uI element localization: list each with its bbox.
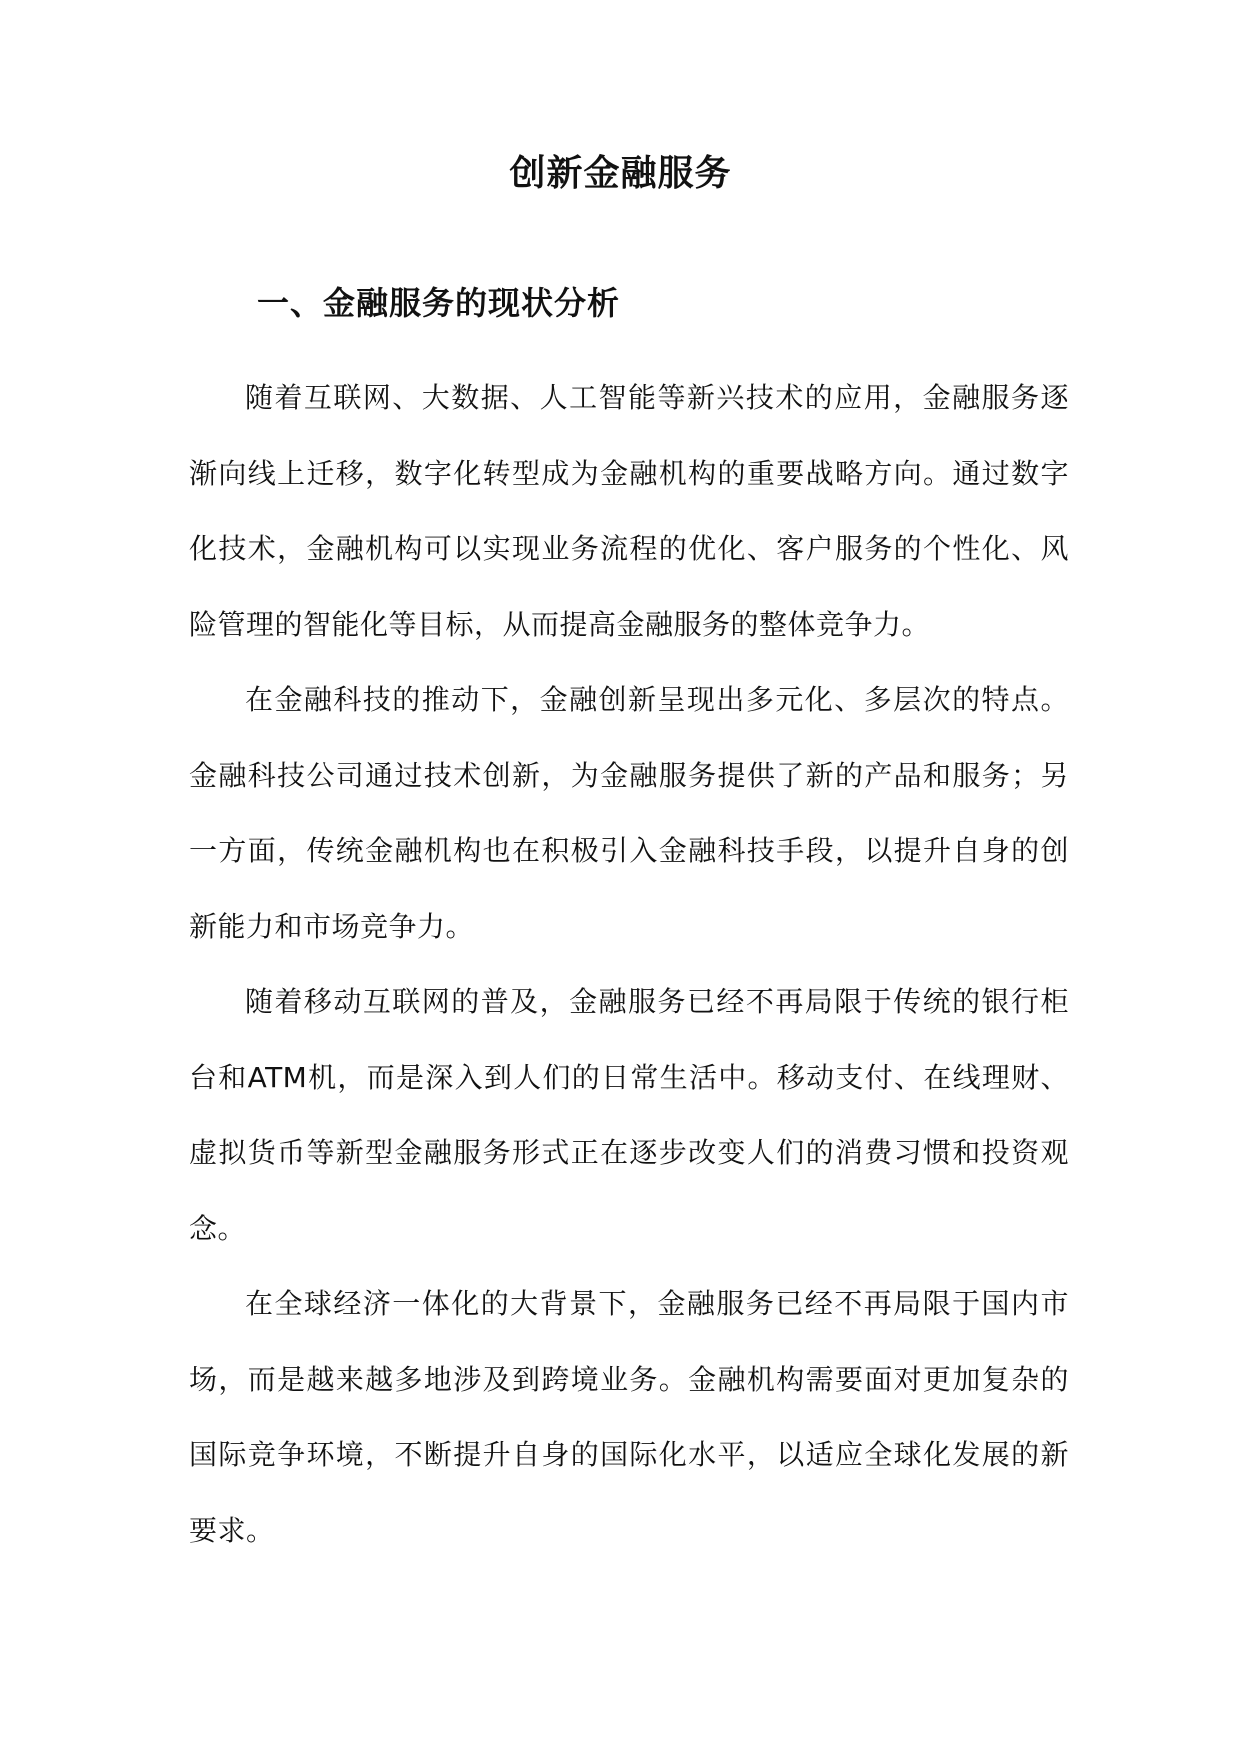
paragraph: 在全球经济一体化的大背景下，金融服务已经不再局限于国内市场，而是越来越多地涉及到跨境业务。金融机构需要面对更加复杂的国际竞争环境，不断提升自身的国际化水平，以适应全球化发展的新要求。	[189, 1287, 1069, 1547]
paragraph: 在金融科技的推动下，金融创新呈现出多元化、多层次的特点。金融科技公司通过技术创新，为金融服务提供了新的产品和服务；另一方面，传统金融机构也在积极引入金融科技手段，以提升自身的创新能力和市场竞争力。	[189, 683, 1069, 943]
paragraph: 随着互联网、大数据、人工智能等新兴技术的应用，金融服务逐渐向线上迁移，数字化转型成为金融机构的重要战略方向。通过数字化技术，金融机构可以实现业务流程的优化、客户服务的个性化、风险管理的智能化等目标，从而提高金融服务的整体竞争力。	[189, 381, 1069, 641]
paragraph: 随着移动互联网的普及，金融服务已经不再局限于传统的银行柜台和ATM机，而是深入到人们的日常生活中。移动支付、在线理财、虚拟货币等新型金融服务形式正在逐步改变人们的消费习惯和投资观念。	[189, 985, 1069, 1245]
document-title: 创新金融服务	[509, 152, 732, 194]
section-heading: 一、金融服务的现状分析	[257, 284, 621, 322]
section-body	[189, 360, 1069, 1568]
